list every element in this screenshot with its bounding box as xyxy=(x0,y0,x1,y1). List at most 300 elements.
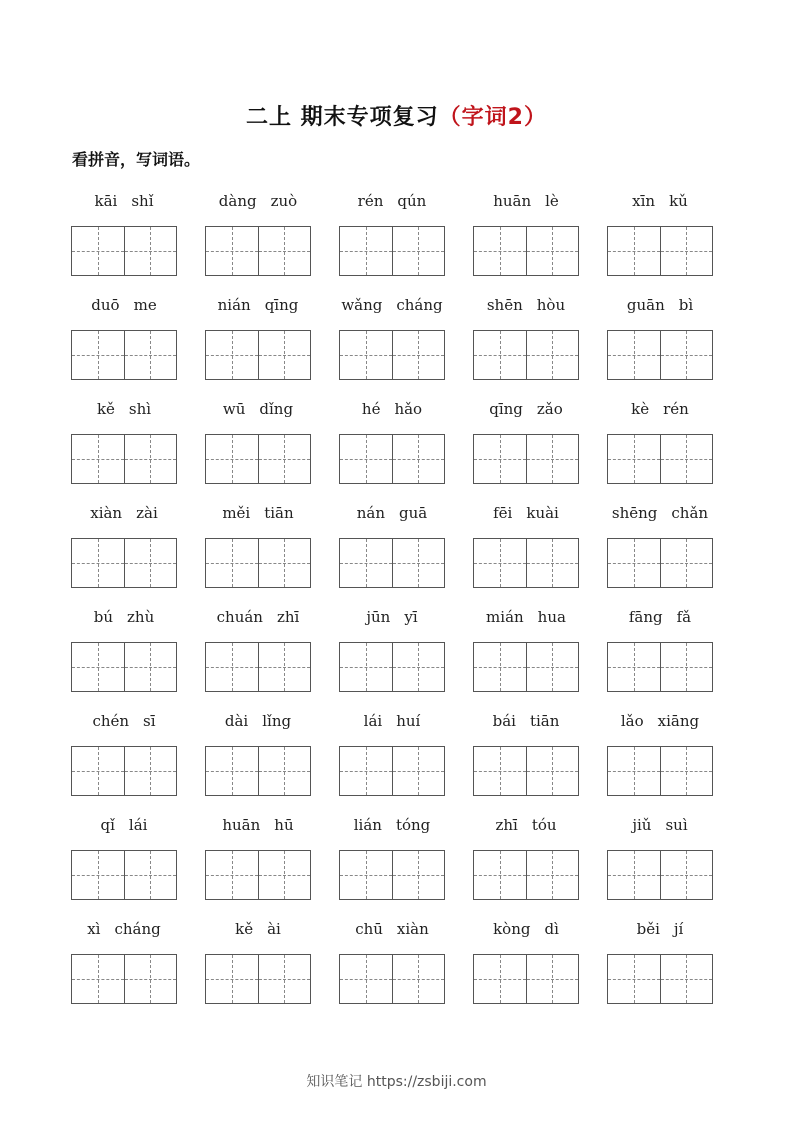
cell-guide-vertical xyxy=(552,331,553,379)
pinyin-syllable: kǔ xyxy=(669,192,688,210)
pinyin-syllable: zhī xyxy=(495,816,518,834)
exercise-item xyxy=(473,914,579,1018)
exercise-item xyxy=(339,290,445,394)
writing-cell[interactable] xyxy=(258,643,311,691)
writing-cell[interactable] xyxy=(608,435,660,483)
cell-guide-vertical xyxy=(500,539,501,587)
pinyin-syllable: jí xyxy=(673,920,684,938)
writing-cell[interactable] xyxy=(258,851,311,899)
writing-cell[interactable] xyxy=(72,331,124,379)
exercise-item xyxy=(71,186,177,290)
exercise-item xyxy=(339,706,445,810)
pinyin-syllable: huí xyxy=(396,712,421,730)
writing-cell[interactable] xyxy=(474,747,526,795)
cell-guide-vertical xyxy=(552,643,553,691)
pinyin-syllable: zài xyxy=(136,504,158,522)
writing-cell[interactable] xyxy=(72,643,124,691)
exercise-item xyxy=(71,602,177,706)
exercise-item xyxy=(339,602,445,706)
pinyin-syllable: lè xyxy=(545,192,559,210)
cell-guide-vertical xyxy=(150,331,151,379)
cell-guide-vertical xyxy=(98,539,99,587)
writing-grid xyxy=(71,434,177,484)
writing-cell[interactable] xyxy=(526,643,579,691)
writing-grid xyxy=(205,954,311,1004)
pinyin-label xyxy=(205,920,311,938)
exercise-item xyxy=(339,498,445,602)
cell-guide-vertical xyxy=(98,227,99,275)
exercise-item xyxy=(607,394,713,498)
pinyin-label xyxy=(607,608,713,626)
cell-guide-vertical xyxy=(150,851,151,899)
writing-grid xyxy=(473,954,579,1004)
writing-cell[interactable] xyxy=(526,435,579,483)
writing-grid xyxy=(339,226,445,276)
cell-guide-vertical xyxy=(98,643,99,691)
writing-grid xyxy=(71,850,177,900)
cell-guide-vertical xyxy=(366,539,367,587)
writing-cell[interactable] xyxy=(340,955,392,1003)
exercise-item xyxy=(607,186,713,290)
exercise-item xyxy=(473,602,579,706)
pinyin-syllable: wū xyxy=(222,400,246,418)
exercise-item xyxy=(205,706,311,810)
writing-cell[interactable] xyxy=(392,643,445,691)
exercise-item xyxy=(607,706,713,810)
pinyin-syllable: zǎo xyxy=(536,400,563,418)
cell-guide-vertical xyxy=(634,851,635,899)
writing-cell[interactable] xyxy=(206,227,258,275)
writing-cell[interactable] xyxy=(608,331,660,379)
writing-grid xyxy=(71,954,177,1004)
writing-grid xyxy=(339,434,445,484)
writing-cell[interactable] xyxy=(340,435,392,483)
writing-cell[interactable] xyxy=(124,643,177,691)
pinyin-syllable: shì xyxy=(128,400,152,418)
writing-cell[interactable] xyxy=(474,331,526,379)
exercise-item xyxy=(205,498,311,602)
pinyin-syllable: qǐ xyxy=(100,816,115,834)
writing-grid xyxy=(339,954,445,1004)
pinyin-syllable: lǐng xyxy=(262,712,292,730)
pinyin-syllable: hòu xyxy=(536,296,566,314)
cell-guide-vertical xyxy=(98,955,99,1003)
writing-grid xyxy=(473,330,579,380)
writing-cell[interactable] xyxy=(608,955,660,1003)
writing-cell[interactable] xyxy=(72,955,124,1003)
writing-grid xyxy=(71,642,177,692)
pinyin-syllable: suì xyxy=(665,816,688,834)
pinyin-syllable: bái xyxy=(492,712,516,730)
writing-grid xyxy=(473,642,579,692)
exercise-item xyxy=(205,602,311,706)
pinyin-syllable: guā xyxy=(399,504,428,522)
writing-grid xyxy=(205,850,311,900)
writing-cell[interactable] xyxy=(206,747,258,795)
pinyin-label xyxy=(71,712,177,730)
writing-cell[interactable] xyxy=(124,851,177,899)
writing-cell[interactable] xyxy=(474,955,526,1003)
pinyin-label xyxy=(473,400,579,418)
pinyin-syllable: tiān xyxy=(529,712,560,730)
writing-cell[interactable] xyxy=(608,539,660,587)
cell-guide-vertical xyxy=(686,435,687,483)
writing-cell[interactable] xyxy=(72,435,124,483)
pinyin-syllable: shēng xyxy=(611,504,658,522)
cell-guide-vertical xyxy=(418,955,419,1003)
cell-guide-vertical xyxy=(284,747,285,795)
writing-grid xyxy=(339,642,445,692)
writing-cell[interactable] xyxy=(72,851,124,899)
cell-guide-vertical xyxy=(552,851,553,899)
pinyin-syllable: qún xyxy=(397,192,427,210)
writing-cell[interactable] xyxy=(258,747,311,795)
cell-guide-vertical xyxy=(418,435,419,483)
cell-guide-vertical xyxy=(366,331,367,379)
pinyin-syllable: zuò xyxy=(270,192,298,210)
exercise-item xyxy=(339,394,445,498)
writing-grid xyxy=(339,850,445,900)
exercise-item xyxy=(71,914,177,1018)
writing-grid xyxy=(205,642,311,692)
cell-guide-vertical xyxy=(418,643,419,691)
pinyin-label xyxy=(607,296,713,314)
pinyin-syllable: dài xyxy=(224,712,249,730)
exercise-grid xyxy=(71,186,713,1018)
cell-guide-vertical xyxy=(634,747,635,795)
writing-cell[interactable] xyxy=(474,435,526,483)
cell-guide-vertical xyxy=(98,331,99,379)
pinyin-syllable: zhù xyxy=(127,608,155,626)
pinyin-syllable: qīng xyxy=(489,400,523,418)
pinyin-syllable: bì xyxy=(678,296,694,314)
writing-grid xyxy=(607,330,713,380)
cell-guide-vertical xyxy=(366,643,367,691)
writing-grid xyxy=(607,954,713,1004)
exercise-item xyxy=(205,290,311,394)
writing-cell[interactable] xyxy=(72,227,124,275)
cell-guide-vertical xyxy=(150,747,151,795)
pinyin-syllable: nián xyxy=(217,296,251,314)
instruction: 看拼音，写词语。 xyxy=(72,150,201,169)
writing-cell[interactable] xyxy=(72,539,124,587)
pinyin-label xyxy=(473,296,579,314)
writing-cell[interactable] xyxy=(660,539,713,587)
writing-cell[interactable] xyxy=(660,435,713,483)
writing-grid xyxy=(71,746,177,796)
pinyin-syllable: hǎo xyxy=(394,400,423,418)
writing-cell[interactable] xyxy=(124,227,177,275)
writing-cell[interactable] xyxy=(660,643,713,691)
writing-cell[interactable] xyxy=(258,227,311,275)
writing-cell[interactable] xyxy=(124,747,177,795)
writing-cell[interactable] xyxy=(608,227,660,275)
pinyin-label xyxy=(205,816,311,834)
cell-guide-vertical xyxy=(98,747,99,795)
cell-guide-vertical xyxy=(232,955,233,1003)
writing-grid xyxy=(205,538,311,588)
writing-cell[interactable] xyxy=(526,955,579,1003)
cell-guide-vertical xyxy=(500,851,501,899)
pinyin-syllable: lián xyxy=(353,816,382,834)
writing-cell[interactable] xyxy=(474,643,526,691)
pinyin-syllable: chū xyxy=(355,920,383,938)
exercise-item xyxy=(205,810,311,914)
pinyin-syllable: hua xyxy=(537,608,566,626)
cell-guide-vertical xyxy=(150,955,151,1003)
pinyin-syllable: kě xyxy=(235,920,254,938)
pinyin-syllable: dàng xyxy=(218,192,257,210)
writing-cell[interactable] xyxy=(206,331,258,379)
writing-cell[interactable] xyxy=(206,955,258,1003)
pinyin-label xyxy=(205,400,311,418)
writing-cell[interactable] xyxy=(124,539,177,587)
writing-cell[interactable] xyxy=(660,747,713,795)
pinyin-label xyxy=(473,712,579,730)
cell-guide-vertical xyxy=(418,851,419,899)
cell-guide-vertical xyxy=(418,227,419,275)
pinyin-syllable: běi xyxy=(636,920,660,938)
pinyin-syllable: tóng xyxy=(395,816,431,834)
exercise-item xyxy=(339,914,445,1018)
writing-cell[interactable] xyxy=(258,331,311,379)
pinyin-syllable: me xyxy=(133,296,157,314)
writing-cell[interactable] xyxy=(340,331,392,379)
writing-grid xyxy=(339,538,445,588)
pinyin-syllable: kòng xyxy=(493,920,531,938)
writing-cell[interactable] xyxy=(608,643,660,691)
pinyin-syllable: mián xyxy=(486,608,524,626)
writing-cell[interactable] xyxy=(340,643,392,691)
pinyin-syllable: chǎn xyxy=(671,504,709,522)
writing-cell[interactable] xyxy=(660,955,713,1003)
cell-guide-vertical xyxy=(634,539,635,587)
pinyin-label xyxy=(205,296,311,314)
pinyin-syllable: huān xyxy=(493,192,532,210)
pinyin-syllable: lái xyxy=(128,816,148,834)
pinyin-syllable: xīn xyxy=(632,192,656,210)
exercise-item xyxy=(71,810,177,914)
exercise-item xyxy=(205,186,311,290)
pinyin-syllable: nán xyxy=(356,504,386,522)
pinyin-label xyxy=(71,296,177,314)
writing-cell[interactable] xyxy=(660,331,713,379)
pinyin-syllable: dì xyxy=(544,920,559,938)
pinyin-syllable: duō xyxy=(91,296,120,314)
writing-cell[interactable] xyxy=(72,747,124,795)
cell-guide-vertical xyxy=(284,331,285,379)
writing-cell[interactable] xyxy=(608,851,660,899)
exercise-item xyxy=(607,914,713,1018)
writing-cell[interactable] xyxy=(392,851,445,899)
pinyin-label xyxy=(71,816,177,834)
pinyin-syllable: fǎ xyxy=(676,608,692,626)
cell-guide-vertical xyxy=(98,851,99,899)
pinyin-syllable: kuài xyxy=(526,504,559,522)
writing-cell[interactable] xyxy=(206,435,258,483)
cell-guide-vertical xyxy=(552,227,553,275)
pinyin-label xyxy=(339,712,445,730)
pinyin-syllable: ài xyxy=(267,920,281,938)
pinyin-label xyxy=(205,608,311,626)
writing-cell[interactable] xyxy=(340,747,392,795)
pinyin-syllable: cháng xyxy=(396,296,443,314)
pinyin-syllable: kāi xyxy=(94,192,118,210)
writing-grid xyxy=(607,226,713,276)
cell-guide-vertical xyxy=(284,435,285,483)
pinyin-label xyxy=(339,920,445,938)
writing-cell[interactable] xyxy=(526,227,579,275)
writing-cell[interactable] xyxy=(340,851,392,899)
writing-cell[interactable] xyxy=(392,747,445,795)
cell-guide-vertical xyxy=(284,539,285,587)
pinyin-syllable: rén xyxy=(663,400,689,418)
cell-guide-vertical xyxy=(418,331,419,379)
pinyin-label xyxy=(71,608,177,626)
cell-guide-vertical xyxy=(366,851,367,899)
cell-guide-vertical xyxy=(150,643,151,691)
exercise-item xyxy=(71,498,177,602)
pinyin-syllable: huān xyxy=(222,816,261,834)
cell-guide-vertical xyxy=(232,539,233,587)
writing-cell[interactable] xyxy=(392,435,445,483)
cell-guide-vertical xyxy=(552,955,553,1003)
title-main: 二上 期末专项复习 xyxy=(246,105,439,130)
writing-cell[interactable] xyxy=(660,851,713,899)
writing-cell[interactable] xyxy=(474,227,526,275)
writing-cell[interactable] xyxy=(392,955,445,1003)
writing-cell[interactable] xyxy=(124,435,177,483)
cell-guide-vertical xyxy=(366,955,367,1003)
cell-guide-vertical xyxy=(284,955,285,1003)
pinyin-syllable: wǎng xyxy=(341,296,383,314)
cell-guide-vertical xyxy=(552,747,553,795)
page-title xyxy=(0,100,793,131)
writing-cell[interactable] xyxy=(206,539,258,587)
writing-cell[interactable] xyxy=(526,331,579,379)
pinyin-syllable: yī xyxy=(404,608,418,626)
cell-guide-vertical xyxy=(232,331,233,379)
pinyin-syllable: dǐng xyxy=(259,400,294,418)
pinyin-label xyxy=(607,504,713,522)
writing-grid xyxy=(205,226,311,276)
pinyin-syllable: bú xyxy=(93,608,114,626)
pinyin-label xyxy=(71,192,177,210)
cell-guide-vertical xyxy=(232,643,233,691)
pinyin-syllable: kě xyxy=(96,400,115,418)
pinyin-syllable: fēi xyxy=(493,504,513,522)
writing-cell[interactable] xyxy=(526,747,579,795)
pinyin-syllable: chén xyxy=(92,712,130,730)
footer-watermark: 知识笔记 https://zsbiji.com xyxy=(306,1074,487,1090)
writing-grid xyxy=(607,850,713,900)
pinyin-syllable: fāng xyxy=(628,608,663,626)
pinyin-label xyxy=(607,712,713,730)
pinyin-label xyxy=(71,920,177,938)
pinyin-label xyxy=(339,296,445,314)
pinyin-syllable: hū xyxy=(274,816,294,834)
cell-guide-vertical xyxy=(366,747,367,795)
writing-cell[interactable] xyxy=(474,539,526,587)
writing-cell[interactable] xyxy=(608,747,660,795)
writing-cell[interactable] xyxy=(526,851,579,899)
exercise-item xyxy=(71,706,177,810)
pinyin-syllable: jiǔ xyxy=(632,816,652,834)
cell-guide-vertical xyxy=(552,435,553,483)
writing-cell[interactable] xyxy=(206,643,258,691)
pinyin-label xyxy=(473,192,579,210)
pinyin-syllable: lǎo xyxy=(620,712,644,730)
writing-grid xyxy=(339,746,445,796)
exercise-item xyxy=(607,810,713,914)
exercise-item xyxy=(473,290,579,394)
writing-cell[interactable] xyxy=(392,539,445,587)
cell-guide-vertical xyxy=(418,539,419,587)
writing-grid xyxy=(473,434,579,484)
title-accent: （字词2） xyxy=(438,105,547,130)
pinyin-label xyxy=(339,608,445,626)
exercise-item xyxy=(71,290,177,394)
writing-cell[interactable] xyxy=(660,227,713,275)
exercise-item xyxy=(607,498,713,602)
writing-cell[interactable] xyxy=(340,539,392,587)
exercise-item xyxy=(339,810,445,914)
cell-guide-vertical xyxy=(686,955,687,1003)
writing-cell[interactable] xyxy=(258,955,311,1003)
writing-cell[interactable] xyxy=(258,539,311,587)
writing-cell[interactable] xyxy=(206,851,258,899)
pinyin-syllable: chuán xyxy=(216,608,263,626)
writing-cell[interactable] xyxy=(474,851,526,899)
writing-cell[interactable] xyxy=(258,435,311,483)
exercise-item xyxy=(473,394,579,498)
writing-grid xyxy=(205,746,311,796)
writing-cell[interactable] xyxy=(340,227,392,275)
cell-guide-vertical xyxy=(232,227,233,275)
writing-cell[interactable] xyxy=(124,331,177,379)
writing-cell[interactable] xyxy=(526,539,579,587)
writing-grid xyxy=(473,850,579,900)
writing-grid xyxy=(607,746,713,796)
writing-grid xyxy=(205,434,311,484)
writing-grid xyxy=(473,226,579,276)
cell-guide-vertical xyxy=(366,227,367,275)
pinyin-label xyxy=(473,816,579,834)
pinyin-syllable: sī xyxy=(143,712,156,730)
exercise-item xyxy=(473,810,579,914)
pinyin-syllable: shēn xyxy=(486,296,523,314)
pinyin-label xyxy=(339,504,445,522)
writing-cell[interactable] xyxy=(124,955,177,1003)
cell-guide-vertical xyxy=(634,435,635,483)
writing-grid xyxy=(473,746,579,796)
writing-cell[interactable] xyxy=(392,227,445,275)
writing-grid xyxy=(607,538,713,588)
pinyin-label xyxy=(205,504,311,522)
writing-cell[interactable] xyxy=(392,331,445,379)
cell-guide-vertical xyxy=(686,331,687,379)
writing-grid xyxy=(71,330,177,380)
pinyin-syllable: zhī xyxy=(276,608,300,626)
pinyin-syllable: měi xyxy=(222,504,251,522)
cell-guide-vertical xyxy=(634,331,635,379)
exercise-item xyxy=(205,394,311,498)
pinyin-label xyxy=(607,400,713,418)
cell-guide-vertical xyxy=(98,435,99,483)
pinyin-label xyxy=(339,816,445,834)
cell-guide-vertical xyxy=(150,227,151,275)
pinyin-syllable: xì xyxy=(87,920,101,938)
